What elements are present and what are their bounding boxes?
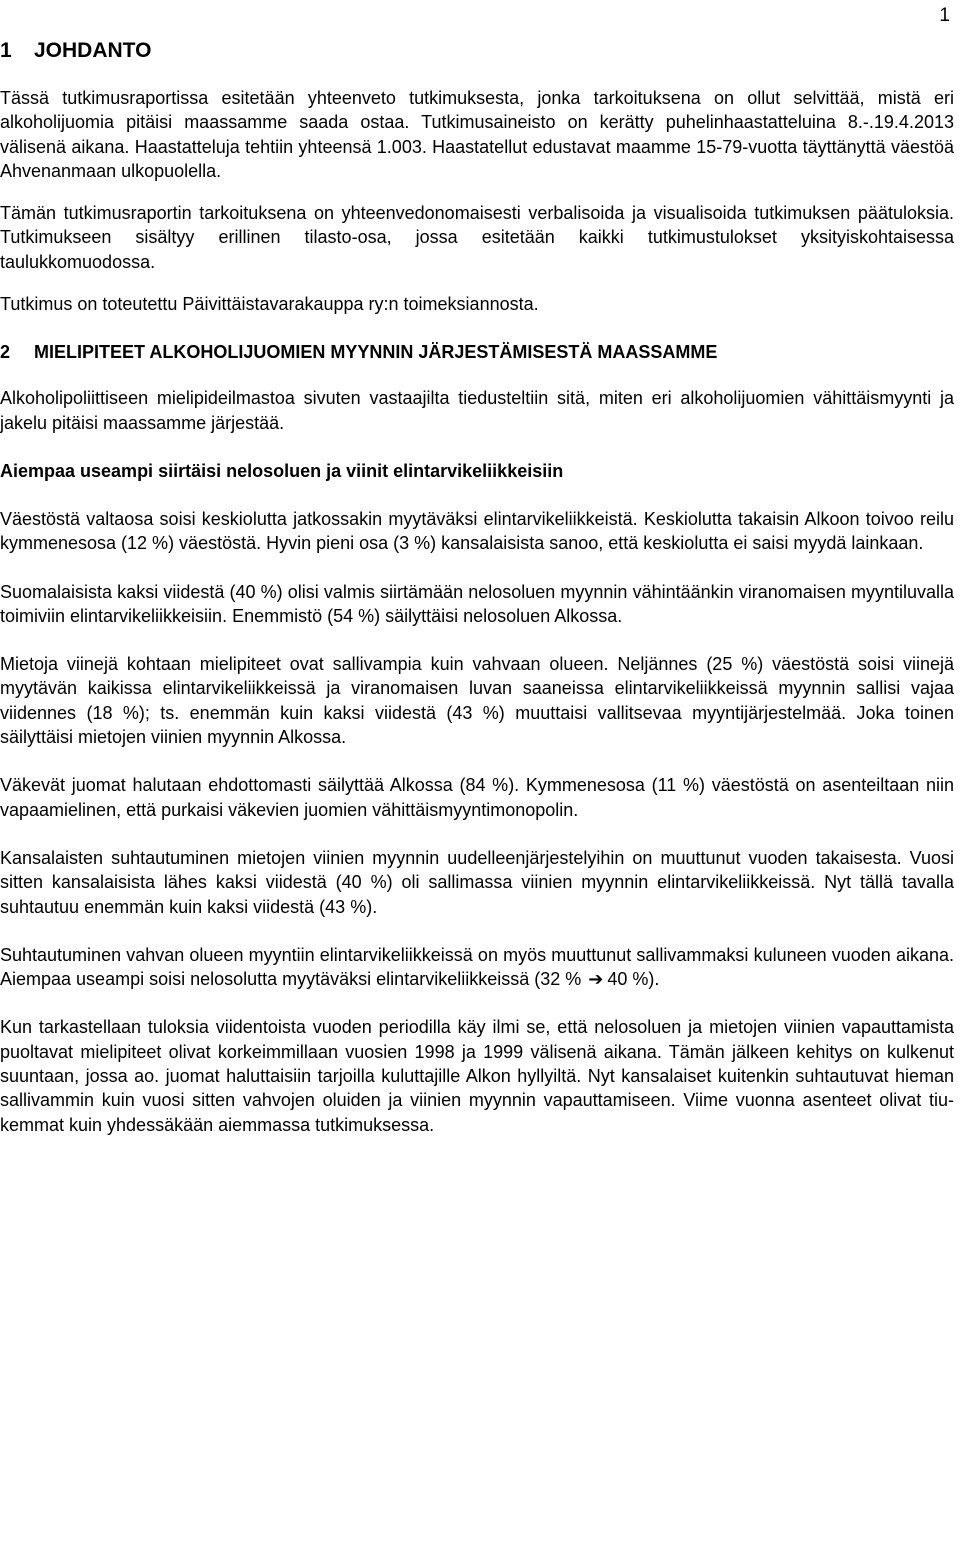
paragraph-text: 40 %).	[607, 969, 660, 990]
body-paragraph-4: Väkevät juomat halutaan ehdottomasti säilyttää Alkossa (84 %). Kymmenesosa (11 %) väestöstä on asenteiltaan niin vapaamielinen, että purkaisi väkevien juomien vähittäismyyntimonopolin.	[0, 775, 954, 820]
section-heading-mielipiteet	[0, 340, 954, 364]
body-paragraph-3: Mietoja viinejä kohtaan mielipiteet ovat sallivampia kuin vahvaan olueen. Neljännes (25 %) väestöstä soisi viinejä myytävän kaikissa elintarvikeliikkeissä ja viranomaisen luvan saaneissa elintarvikeliikkeissä myynnin sallisi vajaa viidennes (18 %); ts. enemmän kuin kaksi viidestä (43 %) muuttaisi vallitsevaa myyntijärjestelmää. Joka toinen säilyttäisi mietojen viinien myynnin Alkossa.	[0, 654, 954, 748]
intro-paragraph-2: Tämän tutkimusraportin tarkoituksena on yhteenvedonomaisesti verbalisoida ja visualisoida tutkimuksen päätuloksia. Tutkimukseen sisältyy erillinen tilasto-osa, jossa esitetään kaikki tutkimustulokset yksityiskohtaisessa taulukkomuodossa.	[0, 203, 954, 272]
body-paragraph-5: Kansalaisten suhtautuminen mietojen viinien myynnin uudelleenjärjestelyihin on muuttunut vuoden takaisesta. Vuosi sitten kansalaisista lähes kaksi viidestä (40 %) oli sallimassa viinien myynnin elintarvikeliikkeissä. Nyt tällä tavalla suhtautuu enemmän kuin kaksi viidestä (43 %).	[0, 847, 954, 917]
body-paragraph-6	[0, 943, 954, 992]
section-number: 1	[0, 39, 12, 62]
arrow-right-icon: ➔	[588, 969, 604, 990]
section2-intro-paragraph: Alkoholipoliittiseen mielipideilmastoa sivuten vastaajilta tiedusteltiin sitä, miten eri alkoholijuomien vähittäismyynti ja jakelu pitäisi maassamme järjestää.	[0, 388, 954, 433]
section-title: MIELIPITEET ALKOHOLIJUOMIEN MYYNNIN JÄRJESTÄMISESTÄ MAASSAMME	[34, 342, 718, 363]
paragraph-text: Suhtautuminen vahvan olueen myyntiin elintarvikeliikkeissä on myös muuttunut sallivammaksi kuluneen vuoden aikana. Aiempaa useampi soisi nelosolutta myytäväksi elintarvikeliikkeissä (32 %	[0, 944, 954, 990]
document-body	[0, 36, 954, 1137]
intro-paragraph-1: Tässä tutkimusraportissa esitetään yhteenveto tutkimuksesta, jonka tarkoituksena on ollut selvittää, mistä eri alkoholijuomia pitäisi maassamme saada ostaa. Tutkimusaineisto on kerätty puhelinhaastatteluina 8.-.19.4.2013 välisenä aikana. Haastatteluja tehtiin yhteensä 1.003. Haastatellut edustavat maamme 15-79-vuotta täyttänyttä väestöä Ahvenanmaan ulkopuolella.	[0, 88, 954, 181]
section-title: JOHDANTO	[34, 39, 152, 62]
body-paragraph-7: Kun tarkastellaan tuloksia viidentoista vuoden periodilla käy ilmi se, että nelosoluen ja mietojen viinien vapauttamista puoltavat mielipiteet olivat korkeimmillaan vuosien 1998 ja 1999 välisenä aikana. Tämän jälkeen kehitys on kulkenut suuntaan, jossa ao. juomat haluttaisiin tarjoilla kuluttajille Alkon hyllyiltä. Nyt kansalaiset kuitenkin suhtautuvat hieman sallivammin kuin vuosi sitten vahvojen oluiden ja viinien myynnin vapauttamiseen. Viime vuonna asenteet olivat tiukemmat kuin yhdessäkään aiemmassa tutkimuksessa.	[0, 1017, 954, 1135]
body-paragraph-2: Suomalaisista kaksi viidestä (40 %) olisi valmis siirtämään nelosoluen myynnin vähintäänkin viranomaisen myyntiluvalla toimiviin elintarvikeliikkeisiin. Enemmistö (54 %) säilyttäisi nelosoluen Alkossa.	[0, 581, 954, 626]
page-number: 1	[939, 5, 950, 26]
subheading: Aiempaa useampi siirtäisi nelosoluen ja viinit elintarvikeliikkeisiin	[0, 460, 564, 481]
body-paragraph-1: Väestöstä valtaosa soisi keskiolutta jatkossakin myytäväksi elintarvikeliikkeistä. Keskiolutta takaisin Alkoon toivoo reilu kymmenesosa (12 %) väestöstä. Hyvin pieni osa (3 %) kansalaisista sanoo, että keskiolutta ei saisi myydä lainkaan.	[0, 508, 954, 554]
section-number: 2	[0, 342, 11, 363]
section-heading-johdanto	[0, 36, 954, 66]
intro-paragraph-3: Tutkimus on toteutettu Päivittäistavarakauppa ry:n toimeksiannosta.	[0, 294, 539, 315]
